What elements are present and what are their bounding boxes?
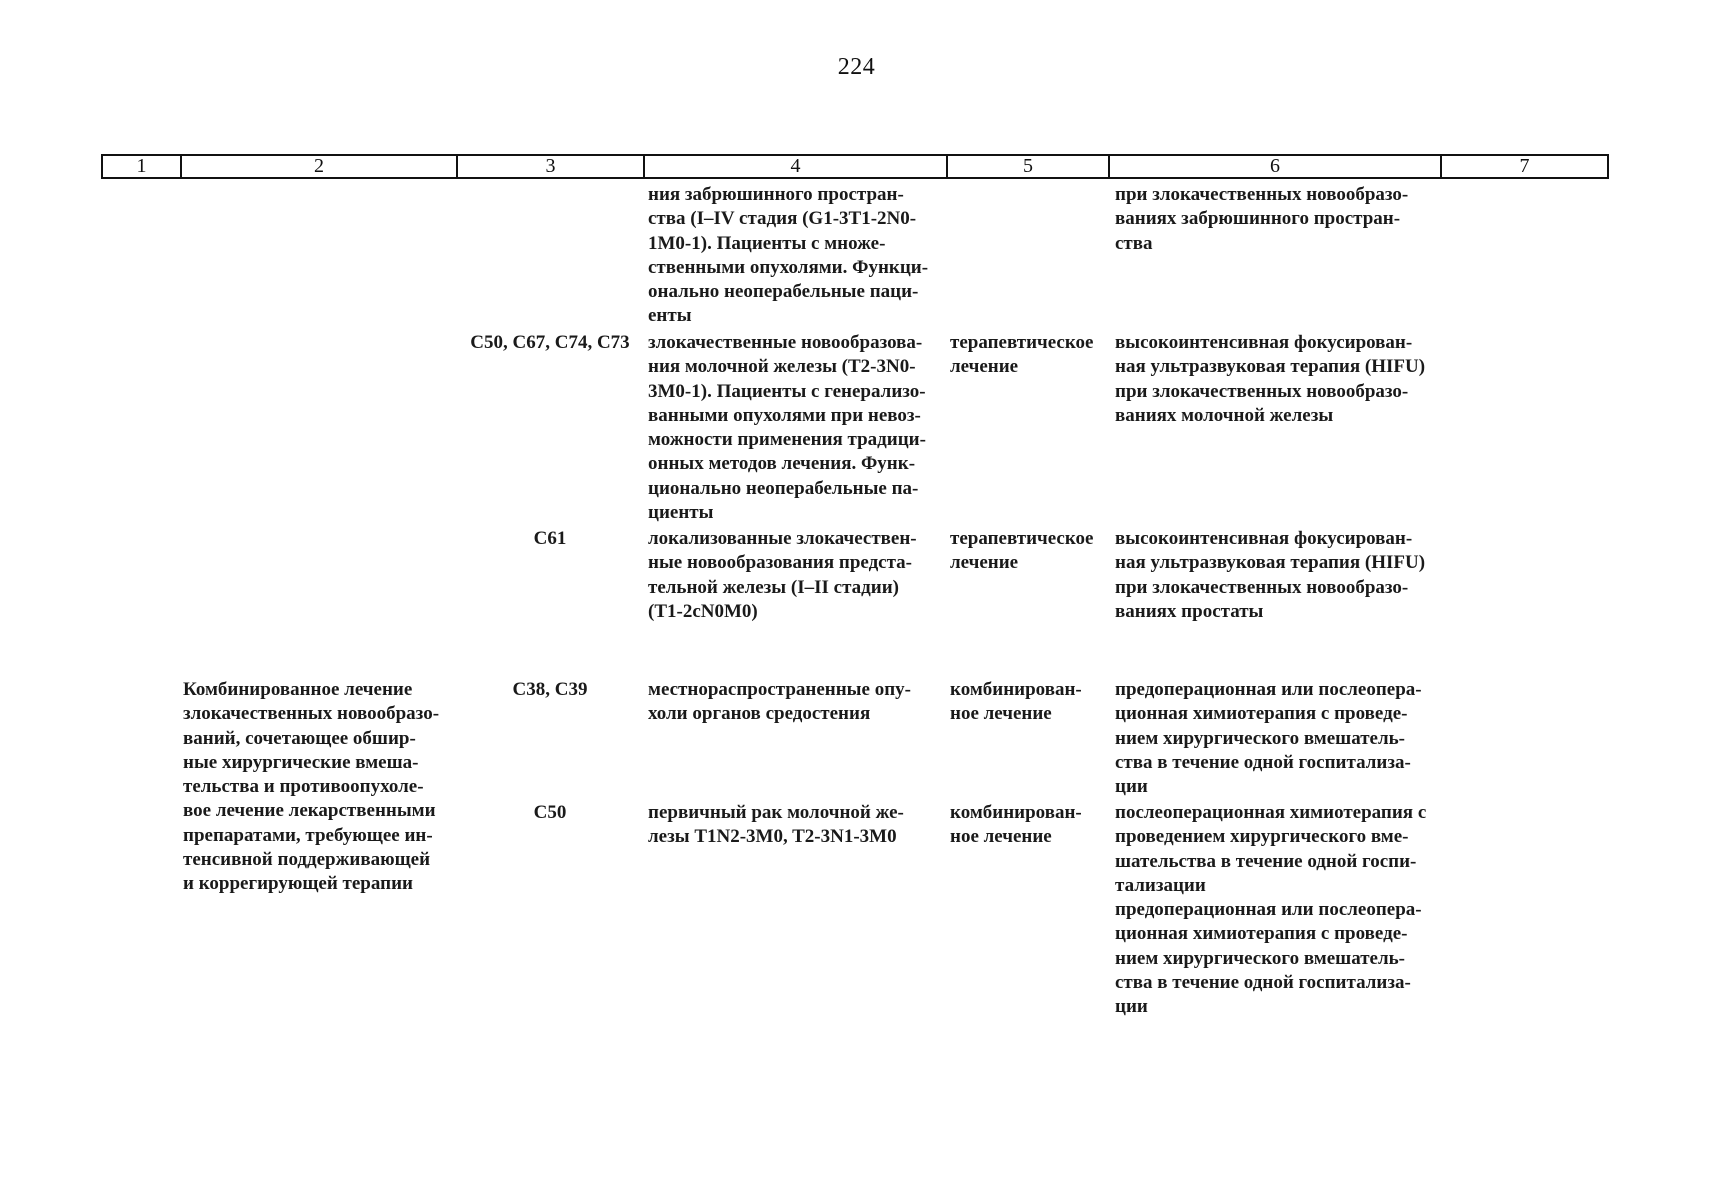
row-2-treatment-type: терапевтическое лечение [950,332,1094,378]
row-5-patient-model: первичный рак молочной же- лезы T1N2-3M0, T2-3N1-3M0 [648,802,904,848]
column-header-row [101,154,1609,179]
page-number: 224 [837,54,876,80]
column-header-4: 4 [644,155,947,178]
column-header-5: 5 [947,155,1109,178]
row-4-icd-codes: C38, C39 [512,679,588,700]
treatment-group-name: Комбинированное лечение злокачественных новообразо- ваний, сочетающее обшир- ные хирургические вмеша- тельства и противоопухоле- вое лечение лекарственными препаратами, требующее ин- тенсивной поддерживающей и коррегирующей терапии [183,679,440,895]
row-3-treatment-type: терапевтическое лечение [950,528,1094,574]
column-header-7: 7 [1441,155,1608,178]
row-4-treatment-method: предоперационная или послеопера- ционная химиотерапия с проведе- нием хирургического вмешатель- ства в течение одной госпитализа- ции [1115,679,1422,798]
row-5-icd-codes: C50 [533,802,567,823]
column-header-2: 2 [181,155,457,178]
row-3-patient-model: локализованные злокачествен- ные новообразования предста- тельной железы (I–II стадии) (T1-2cN0M0) [648,528,917,622]
row-2-icd-codes: C50, C67, C74, C73 [470,332,630,353]
row-3-icd-codes: C61 [533,528,567,549]
row-4-patient-model: местнораспространенные опу- холи органов средостения [648,679,911,725]
row-3-treatment-method: высокоинтенсивная фокусирован- ная ультразвуковая терапия (HIFU) при злокачественных новообразо- ваниях простаты [1115,528,1426,622]
row-4-treatment-type: комбинирован- ное лечение [950,679,1082,725]
row-5-treatment-type: комбинирован- ное лечение [950,802,1082,848]
column-header-6: 6 [1109,155,1441,178]
row-1-treatment-method: при злокачественных новообразо- ваниях забрюшинного простран- ства [1115,184,1409,254]
column-header-3: 3 [457,155,644,178]
row-5-treatment-method: послеоперационная химиотерапия с проведением хирургического вме- шательства в течение одной госпи- тализации предоперационная или послеопера- ционная химиотерапия с проведе- нием хирургического вмешатель- ства в течение одной госпитализа- ции [1115,802,1427,1018]
row-1-patient-model: ния забрюшинного простран- ства (I–IV стадия (G1-3T1-2N0- 1M0-1). Пациенты с множе- ственными опухолями. Функци- онально неоперабельные паци- енты [648,184,929,327]
row-2-treatment-method: высокоинтенсивная фокусирован- ная ультразвуковая терапия (HIFU) при злокачественных новообразо- ваниях молочной железы [1115,332,1426,426]
row-2-patient-model: злокачественные новообразова- ния молочной железы (T2-3N0- 3M0-1). Пациенты с генерализо- ванными опухолями при невоз- можности применения традици- онных методов лечения. Функ- ционально неоперабельные па- циенты [648,332,926,524]
column-header-1: 1 [102,155,181,178]
